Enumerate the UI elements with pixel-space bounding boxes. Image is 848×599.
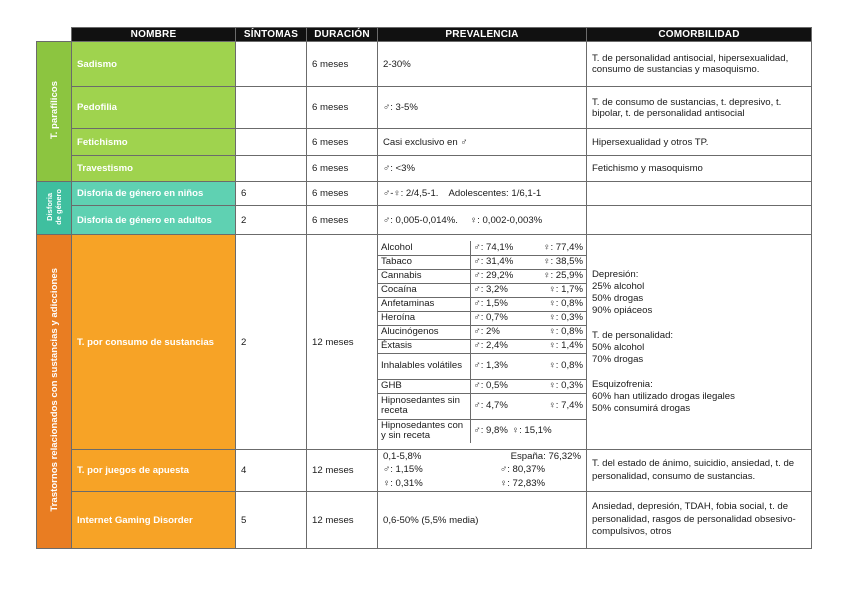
row-name: T. por consumo de sustancias	[72, 235, 236, 450]
table-row	[37, 206, 812, 235]
table-row	[37, 450, 812, 492]
table-row	[37, 87, 812, 129]
group-label: Trastornos relacionados con sustancias y adicciones	[48, 268, 60, 512]
substance-row	[378, 297, 586, 311]
substance-prevalence	[470, 353, 586, 379]
row-duracion: 6 meses	[307, 182, 378, 206]
substance-prevalence	[470, 269, 586, 283]
row-duracion: 12 meses	[307, 235, 378, 450]
header-spacer	[37, 28, 72, 42]
row-comorbilidad: T. del estado de ánimo, suicidio, ansiedad, t. de personalidad, consumo de sustancias.	[587, 450, 812, 492]
male-prevalence: ♂: 0,7%	[473, 311, 508, 323]
male-prevalence: ♂: 2,4%	[473, 339, 508, 351]
substance-name: Anfetaminas	[378, 297, 470, 311]
female-prevalence: ♀: 1,7%	[548, 283, 583, 295]
comorbilidad-line: 70% drogas	[592, 354, 644, 366]
row-duracion: 12 meses	[307, 450, 378, 492]
group-label: T. parafílicos	[48, 80, 60, 140]
table-row	[37, 235, 812, 450]
row-prevalencia: 0,6-50% (5,5% media)	[378, 492, 587, 549]
comorbilidad-line: 50% alcohol	[592, 342, 645, 353]
row-name: Disforia de género en adultos	[72, 206, 236, 235]
row-comorbilidad	[587, 206, 812, 235]
group-label	[45, 189, 63, 225]
substance-row	[378, 241, 586, 255]
male-prevalence: ♂: 1,5%	[473, 297, 508, 309]
row-comorbilidad: T. de consumo de sustancias, t. depresivo, t. bipolar, t. de personalidad antisocial	[587, 87, 812, 129]
row-duracion: 6 meses	[307, 42, 378, 87]
female-prevalence: ♀: 1,4%	[548, 339, 583, 351]
substance-prevalence	[470, 379, 586, 393]
substance-name: Hipnosedantes sin receta	[378, 393, 470, 419]
substance-prevalence	[470, 241, 586, 255]
substance-name: GHB	[378, 379, 470, 393]
row-comorbilidad: Ansiedad, depresión, TDAH, fobia social, t. de personalidad, rasgos de personalidad obsesivo-compulsivos, otros	[587, 492, 812, 549]
substance-prevalence	[470, 283, 586, 297]
substance-row	[378, 325, 586, 339]
substance-name: Cannabis	[378, 269, 470, 283]
header-sintomas: SÍNTOMAS	[236, 28, 307, 42]
female-prevalence: ♀: 0,8%	[548, 325, 583, 337]
row-sintomas	[236, 42, 307, 87]
substance-table	[378, 241, 586, 443]
row-sintomas	[236, 87, 307, 129]
header-duracion: DURACIÓN	[307, 28, 378, 42]
substance-name: Éxtasis	[378, 339, 470, 353]
row-duracion: 6 meses	[307, 87, 378, 129]
prevalencia-a: ♂-♀: 2/4,5-1.	[383, 188, 439, 199]
female-prevalence: ♀: 0,3%	[548, 379, 583, 391]
male-prevalence: ♂: 9,8%	[473, 425, 508, 436]
substance-row	[378, 339, 586, 353]
row-prevalencia	[378, 235, 587, 450]
row-sintomas: 6	[236, 182, 307, 206]
substance-row	[378, 379, 586, 393]
substance-row	[378, 255, 586, 269]
gambling-prevalence	[383, 451, 581, 491]
row-comorbilidad: T. de personalidad antisocial, hipersexualidad, consumo de sustancias y masoquismo.	[587, 42, 812, 87]
row-prevalencia	[378, 450, 587, 492]
substance-name: Tabaco	[378, 255, 470, 269]
row-name: Travestismo	[72, 156, 236, 182]
substance-row	[378, 419, 586, 443]
group-adicciones	[37, 235, 72, 549]
row-comorbilidad	[587, 235, 812, 450]
comorbilidad-personalidad-title: T. de personalidad:	[592, 329, 674, 341]
substance-name: Alucinógenos	[378, 325, 470, 339]
female-prevalence: ♀: 38,5%	[543, 255, 583, 267]
group-label-line1: Disforia	[45, 192, 54, 221]
substance-prevalence	[470, 255, 586, 269]
comorbilidad-line: 25% alcohol	[592, 280, 645, 292]
row-prevalencia: 2-30%	[378, 42, 587, 87]
summary-table	[36, 27, 812, 549]
substance-prevalence	[470, 393, 586, 419]
substance-row	[378, 311, 586, 325]
row-sintomas: 4	[236, 450, 307, 492]
substance-name: Cocaína	[378, 283, 470, 297]
comorbilidad-line: 50% consumirá drogas	[592, 403, 691, 415]
row-name: Sadismo	[72, 42, 236, 87]
header-row	[37, 28, 812, 42]
table-row	[37, 182, 812, 206]
table-row	[37, 156, 812, 182]
row-duracion: 6 meses	[307, 156, 378, 182]
prev-espana: España: 76,32%	[510, 450, 581, 462]
female-prevalence: ♀: 0,8%	[548, 359, 583, 371]
male-prevalence: ♂: 1,3%	[473, 359, 508, 371]
row-sintomas	[236, 156, 307, 182]
row-name: T. por juegos de apuesta	[72, 450, 236, 492]
row-name: Pedofilia	[72, 87, 236, 129]
substance-prevalence	[470, 339, 586, 353]
row-sintomas: 5	[236, 492, 307, 549]
substance-row	[378, 269, 586, 283]
row-comorbilidad: Fetichismo y masoquismo	[587, 156, 812, 182]
row-duracion: 6 meses	[307, 129, 378, 156]
group-disforia	[37, 182, 72, 235]
male-prevalence: ♂: 3,2%	[473, 283, 508, 295]
header-nombre: NOMBRE	[72, 28, 236, 42]
male-prevalence: ♂: 4,7%	[473, 399, 508, 411]
prev-total: 0,1-5,8%	[383, 450, 422, 462]
prev-female-espana: ♀: 72,83%	[500, 477, 546, 489]
comorbilidad-line: 90% opiáceos	[592, 305, 653, 317]
table-row	[37, 42, 812, 87]
female-prevalence: ♀: 0,3%	[548, 311, 583, 323]
female-prevalence: ♀: 0,8%	[548, 297, 583, 309]
female-prevalence: ♀: 77,4%	[543, 241, 583, 253]
row-name: Internet Gaming Disorder	[72, 492, 236, 549]
substance-name: Heroína	[378, 311, 470, 325]
comorbilidad-depresion-title: Depresión:	[592, 268, 639, 280]
female-prevalence: ♀: 15,1%	[511, 425, 552, 436]
substance-row	[378, 393, 586, 419]
male-prevalence: ♂: 29,2%	[473, 269, 514, 281]
row-sintomas: 2	[236, 206, 307, 235]
row-prevalencia: ♂: <3%	[378, 156, 587, 182]
comorbilidad-line: 50% drogas	[592, 293, 644, 305]
substance-prevalence	[470, 311, 586, 325]
prevalencia-a: ♂: 0,005-0,014%.	[383, 214, 458, 226]
prevalencia-b: Adolescentes: 1/6,1-1	[448, 188, 542, 199]
prev-male: ♂: 1,15%	[383, 464, 423, 476]
substance-row	[378, 283, 586, 297]
row-prevalencia: ♂: 3-5%	[378, 87, 587, 129]
prev-male-espana: ♂: 80,37%	[500, 464, 546, 476]
table-row	[37, 492, 812, 549]
row-comorbilidad	[587, 182, 812, 206]
female-prevalence: ♀: 25,9%	[543, 269, 583, 281]
female-prevalence: ♀: 7,4%	[548, 399, 583, 411]
header-comorbilidad: COMORBILIDAD	[587, 28, 812, 42]
comorbilidad-line: 60% han utilizado drogas ilegales	[592, 390, 735, 402]
row-sintomas	[236, 129, 307, 156]
header-prevalencia: PREVALENCIA	[378, 28, 587, 42]
row-sintomas: 2	[236, 235, 307, 450]
substance-name: Alcohol	[378, 241, 470, 255]
row-name: Disforia de género en niños	[72, 182, 236, 206]
male-prevalence: ♂: 31,4%	[473, 255, 514, 267]
row-name: Fetichismo	[72, 129, 236, 156]
substance-prevalence	[470, 325, 586, 339]
substance-prevalence	[470, 419, 586, 443]
row-prevalencia	[378, 206, 587, 235]
substance-row	[378, 353, 586, 379]
row-prevalencia	[378, 182, 587, 206]
prev-female: ♀: 0,31%	[383, 477, 423, 489]
table-row	[37, 129, 812, 156]
substance-name: Hipnosedantes con y sin receta	[378, 419, 470, 443]
male-prevalence: ♂: 0,5%	[473, 379, 508, 391]
substance-name: Inhalables volátiles	[378, 353, 470, 379]
row-prevalencia: Casi exclusivo en ♂	[378, 129, 587, 156]
group-label-line2: de género	[54, 188, 63, 225]
male-prevalence: ♂: 2%	[473, 325, 500, 337]
row-comorbilidad: Hipersexualidad y otros TP.	[587, 129, 812, 156]
row-duracion: 6 meses	[307, 206, 378, 235]
male-prevalence: ♂: 74,1%	[473, 241, 514, 253]
substance-prevalence	[470, 297, 586, 311]
row-duracion: 12 meses	[307, 492, 378, 549]
group-parafilicos	[37, 42, 72, 182]
prevalencia-b: ♀: 0,002-0,003%	[469, 214, 543, 226]
comorbilidad-esquizofrenia-title: Esquizofrenia:	[592, 378, 653, 390]
